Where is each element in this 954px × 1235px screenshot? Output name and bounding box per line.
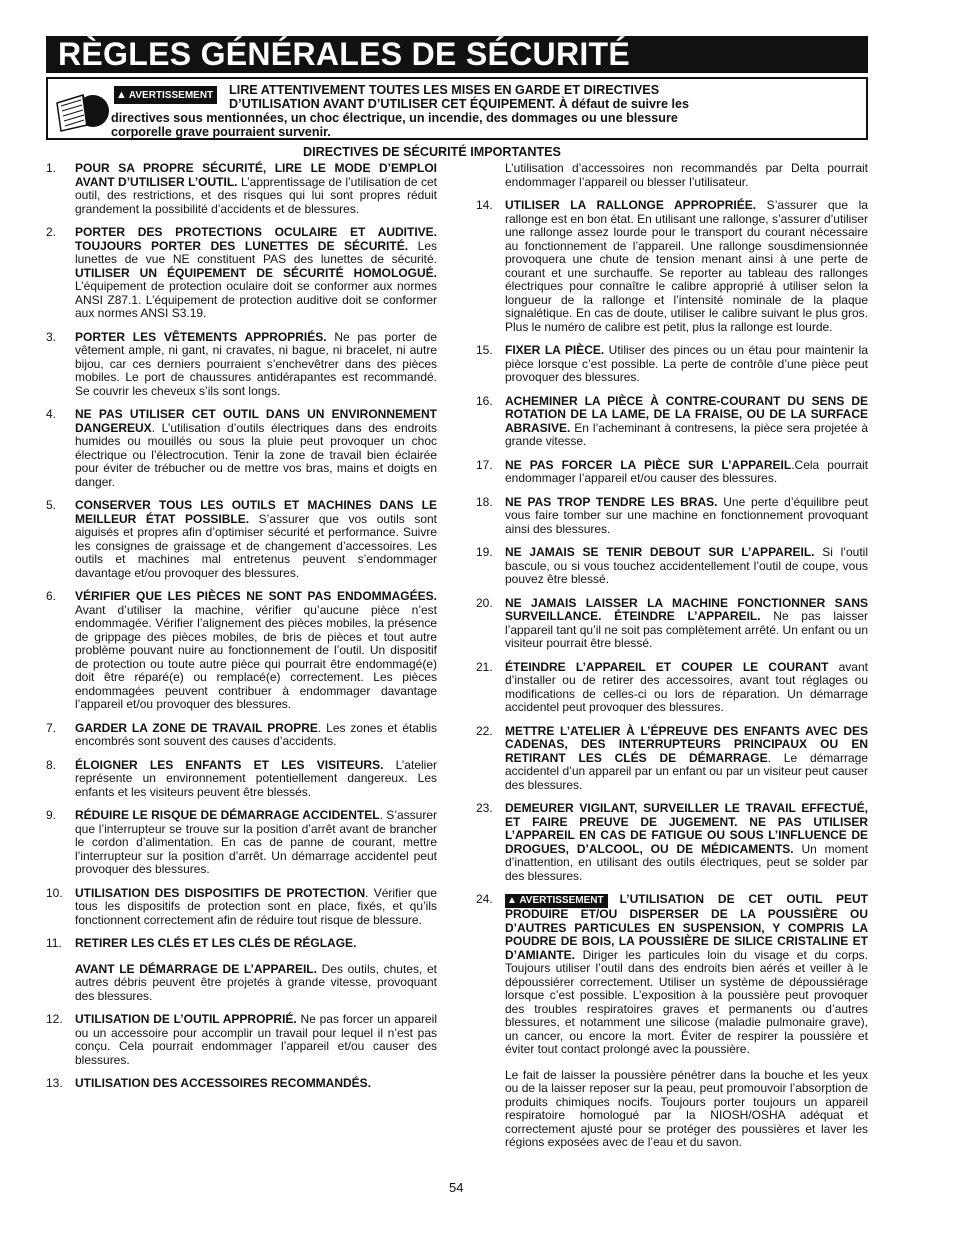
warning-badge-label: AVERTISSEMENT	[519, 895, 604, 906]
item-text	[505, 725, 868, 793]
item-number: 18.	[476, 494, 493, 509]
item-body: . Les zones et établis encombrés sont souvent des causes d’accidents.	[75, 720, 438, 748]
item-heading: CONSERVER TOUS LES OUTILS ET MACHINES DANS LE MEILLEUR ÉTAT POSSIBLE.	[75, 498, 437, 526]
item-body-2: Des outils, chutes, et autres débris peuvent être projetés à grande vitesse, provoquant des blessures.	[75, 961, 437, 1003]
warning-triangle-icon: ▲	[116, 89, 127, 101]
item-body: L’apprentissage de l’utilisation de cet outil, des restrictions, et des risques qui lui sont propres réduit grandement la possibilité d’accidents et de blessures.	[75, 174, 437, 216]
warning-badge: ▲ AVERTISSEMENT	[114, 86, 217, 104]
item-number: 13.	[46, 1076, 63, 1090]
list-item	[46, 226, 437, 321]
item-heading: NE JAMAIS LAISSER LA MACHINE FONCTIONNER SANS SURVEILLANCE. ÉTEINDRE L’APPAREIL.	[505, 595, 868, 623]
item-text	[75, 226, 437, 321]
item-body: Une perte d’équilibre peut vous faire tomber sur une machine en fonctionnement provoquant ainsi des blessures.	[505, 494, 868, 536]
list-item	[46, 499, 437, 580]
item-heading: L’UTILISATION DE CET OUTIL PEUT PRODUIRE ET/OU DISPERSER DE LA POUSSIÈRE OU D’AUTRES PARTICULES EN SUSPENSION, Y COMPRIS LA POUDRE DE BOIS, LA POUSSIÈRE DE SILICE CRISTALINE ET D’AMIANTE.	[505, 892, 868, 962]
item-body: S’assurer que la rallonge est en bon état. En utilisant une rallonge, s’assurer d’utiliser une rallonge assez lourde pour le transport du courant nécessaire au fonctionnement de l’appareil. Une rallonge sousdimensionnée provoquera une chute de tension menant ainsi à une perte de courant et une surchauffe. Se reporter au tableau des rallonges électriques pour connaître le calibre approprié à utiliser selon la longueur de la rallonge et l’intensité nominale de la plaque signalétique. En cas de doute, utiliser le calibre suivant le plus gros. Plus le numéro de calibre est petit, plus la rallonge est lourde.	[505, 198, 869, 334]
item-paragraph-2: Le fait de laisser la poussière pénétrer dans la bouche et les yeux ou de la laisser reposer sur la peau, peut promouvoir l’absorption de produits chimiques nocifs. Toujours porter toujours un appareil respiratoire homologué par la NIOSH/OSHA adéquat et correctement ajusté pour se protéger des poussières et laver les régions exposées avec de l’eau et du savon.	[505, 1067, 868, 1149]
item-heading: METTRE L’ATELIER À L’ÉPREUVE DES ENFANTS AVEC DES CADENAS, DES INTERRUPTEURS PRINCIPAUX OU EN RETIRANT LES CLÉS DE DÉMARRAGE	[505, 723, 868, 765]
item-text	[505, 496, 868, 537]
item-text	[505, 802, 868, 883]
item-heading-2: AVANT LE DÉMARRAGE DE L’APPAREIL.	[75, 961, 317, 976]
item-body: Utiliser des pinces ou un étau pour maintenir la pièce lorsque c’est possible. La perte de contrôle d’une pièce peut provoquer des blessures.	[505, 343, 868, 384]
item-text	[75, 759, 437, 800]
item-text	[505, 344, 868, 385]
item-number: 7.	[46, 720, 57, 735]
warning-box	[46, 77, 868, 140]
item-number: 5.	[46, 498, 57, 512]
list-item	[476, 459, 868, 486]
item-heading: UTILISATION DES ACCESSOIRES RECOMMANDÉS.	[75, 1076, 372, 1090]
item-text	[505, 893, 868, 1057]
item-heading: UTILISER LA RALLONGE APPROPRIÉE.	[505, 198, 757, 212]
item-heading: NE PAS FORCER LA PIÈCE SUR L’APPAREIL	[505, 457, 792, 472]
item-body: avant d’installer ou de retirer des accessoires, avant tout réglages ou modifications de celles-ci ou lors de réparation. Un démarrage accidentel peut provoquer des blessures.	[505, 659, 868, 714]
item-body: Les lunettes de vue NE constituent PAS des lunettes de sécurité.	[75, 238, 437, 266]
item-text	[505, 395, 868, 449]
item-text	[75, 162, 437, 216]
item-heading: POUR SA PROPRE SÉCURITÉ, LIRE LE MODE D’EMPLOI AVANT D’UTILISER L’OUTIL.	[75, 161, 437, 189]
list-item	[46, 1013, 437, 1067]
item-heading: VÉRIFIER QUE LES PIÈCES NE SONT PAS ENDOMMAGÉES.	[75, 589, 437, 603]
list-item	[46, 887, 437, 928]
item-number: 1.	[46, 161, 57, 175]
item-text	[75, 1077, 437, 1091]
section-heading: DIRECTIVES DE SÉCURITÉ IMPORTANTES	[303, 145, 561, 159]
item-heading: GARDER LA ZONE DE TRAVAIL PROPRE	[75, 720, 318, 735]
list-item	[476, 725, 868, 793]
list-item	[46, 759, 437, 800]
item-text	[75, 809, 437, 877]
item-text	[505, 459, 868, 486]
item-text	[75, 590, 437, 712]
page-title: RÈGLES GÉNÉRALES DE SÉCURITÉ	[46, 36, 868, 73]
item-body: . Le démarrage accidentel d’un appareil par un enfant ou par un visiteur peut causer des blessures.	[505, 750, 868, 792]
item-number: 14.	[476, 198, 493, 212]
item-heading: RÉDUIRE LE RISQUE DE DÉMARRAGE ACCIDENTEL	[75, 808, 380, 822]
item-body: Un moment d’inattention, en utilisant des outils électriques, peut se solder par des blessures.	[505, 841, 868, 883]
item-number: 22.	[476, 723, 493, 738]
page-number: 54	[449, 1180, 464, 1195]
list-item	[46, 1077, 437, 1091]
item-body: Ne pas laisser l’appareil tant qu’il ne soit pas complètement arrêté. Un enfant ou un visiteur pourrait être blessé.	[505, 609, 868, 650]
list-item	[476, 597, 868, 651]
item-body: Ne pas forcer un appareil ou un accessoire pour accomplir un travail pour lequel il n’est pas conçu. Cela pourrait endommager l’appareil et/ou causer des blessures.	[75, 1012, 437, 1067]
item-body: En l’acheminant à contresens, la pièce sera projetée à grande vitesse.	[505, 420, 868, 448]
item-text	[75, 887, 437, 928]
item-text	[75, 1013, 437, 1067]
item-text	[505, 597, 868, 651]
item-text	[75, 408, 437, 489]
item-heading: RETIRER LES CLÉS ET LES CLÉS DE RÉGLAGE.	[75, 936, 357, 950]
item-number: 21.	[476, 659, 493, 674]
list-item	[476, 395, 868, 449]
list-item	[476, 893, 868, 1150]
item-body: . S’assurer que l’interrupteur se trouve sur la position d’arrêt avant de brancher le cordon d’alimentation. En cas de panne de courant, mettre l’interrupteur sur la position d’arrêt. Un démarrage accidentel peut provoquer des blessures.	[75, 808, 437, 876]
list-item	[46, 809, 437, 877]
list-item	[476, 344, 868, 385]
item-heading: UTILISATION DES DISPOSITIFS DE PROTECTION	[75, 885, 366, 900]
item-heading: NE PAS UTILISER CET OUTIL DANS UN ENVIRONNEMENT DANGEREUX	[75, 407, 437, 435]
item-number: 19.	[476, 545, 493, 559]
item-text	[505, 546, 868, 587]
list-item	[476, 496, 868, 537]
item-number: 10.	[46, 885, 63, 900]
item-body: . Vérifier que tous les dispositifs de protection sont en place, fixés, et qu’ils fonctionnent correctement afin de réduire tout risque de blessure.	[75, 885, 437, 927]
list-item	[46, 331, 437, 399]
item-body: Diriger les particules loin du visage et du corps. Toujours utiliser l’outil dans des endroits bien aérés et veiller à le dépoussiérer correctement. Utiliser un système de dépoussiérage lorsque c’est possible. L’exposition à la poussière peut provoquer des troubles respiratoires graves et permanents ou d’autres blessures, et notamment une silicose (maladie pulmonaire grave), un cancer, ou encore la mort. Éviter de respirer la poussière et éviter tout contact prolongé avec la poussière.	[505, 947, 868, 1056]
read-manual-icon	[53, 85, 109, 135]
item-text	[75, 722, 437, 749]
item-text	[75, 331, 437, 399]
item-body-2: L’équipement de protection oculaire doit se conformer aux normes ANSI Z87.1. L’équipement de protection auditive doit se conformer aux normes ANSI S3.19.	[75, 279, 437, 320]
list-item	[46, 937, 437, 1003]
item-number: 6.	[46, 589, 57, 603]
item-text	[505, 199, 868, 334]
item-text	[505, 661, 868, 715]
item-number: 3.	[46, 329, 57, 344]
item-number: 16.	[476, 393, 493, 408]
item-text	[75, 937, 437, 951]
item-heading: NE JAMAIS SE TENIR DEBOUT SUR L’APPAREIL.	[505, 545, 815, 559]
item-number: 11.	[46, 936, 62, 950]
item-number: 24.	[476, 892, 493, 906]
left-column	[46, 162, 437, 1101]
item-body: Avant d’utiliser la machine, vérifier qu’aucune pièce n’est endommagée. Vérifier l’alignement des pièces mobiles, la présence de grippage des pièces mobiles, de bris de pièces et tout autre problème pouvant nuire au fonctionnement de l’outil. Un dispositif de protection ou toute autre pièce qui pourrait être endommagé(e) doit être réparé(e) ou remplacé(e) correctement. Les pièces endommagées peuvent contribuer à endommager davantage l’appareil et/ou provoquer des blessures.	[75, 602, 437, 711]
item-body: .Cela pourrait endommager l’appareil et/ou causer des blessures.	[505, 457, 868, 485]
list-item	[46, 408, 437, 489]
warning-badge	[505, 894, 608, 908]
item-heading-2: UTILISER UN ÉQUIPEMENT DE SÉCURITÉ HOMOLOGUÉ.	[75, 265, 437, 280]
list-item	[46, 162, 437, 216]
item-body: . L’utilisation d’outils électriques dans des endroits humides ou mouillés ou sous la pluie peut provoquer un choc électrique ou l’électrocution. Tenir la zone de travail bien éclairée pour éviter de trébucher ou de mettre vos bras, mains et doigts en danger.	[75, 420, 437, 489]
item-number: 23.	[476, 801, 493, 815]
list-item	[46, 590, 437, 712]
list-item	[476, 199, 868, 334]
item-number: 4.	[46, 407, 57, 421]
list-item	[476, 802, 868, 883]
right-column	[476, 162, 868, 1160]
item-body: Si l’outil bascule, ou si vous touchez accidentellement l’outil de coupe, vous pouvez être blessé.	[505, 545, 868, 586]
item-heading: PORTER LES VÊTEMENTS APPROPRIÉS.	[75, 329, 327, 344]
item-text-2	[75, 963, 437, 1004]
item-heading: NE PAS TROP TENDRE LES BRAS.	[505, 494, 718, 509]
item-heading: ÉLOIGNER LES ENFANTS ET LES VISITEURS.	[75, 757, 384, 772]
list-item	[476, 546, 868, 587]
item-heading: DEMEURER VIGILANT, SURVEILLER LE TRAVAIL EFFECTUÉ, ET FAIRE PREUVE DE JUGEMENT. NE PAS UTILISER L’APPAREIL EN CAS DE FATIGUE OU SOUS L’INFLUENCE DE DROGUES, D’ALCOOL, OU DE MÉDICAMENTS.	[505, 801, 868, 856]
warning-text: LIRE ATTENTIVEMENT TOUTES LES MISES EN GARDE ET DIRECTIVES D’UTILISATION AVANT D’UTILISER CET ÉQUIPEMENT. À défaut de suivre les directives sous mentionnées, un choc électrique, un incendie, des dommages ou une blessure corporelle grave pourraient survenir.	[111, 83, 689, 139]
list-item	[46, 722, 437, 749]
item-heading: UTILISATION DE L’OUTIL APPROPRIÉ.	[75, 1012, 297, 1026]
item-body: S’assurer que vos outils sont aiguisés et propres afin d’optimiser sécurité et performance. Suivre les consignes de graissage et de changement d’accessoires. Les outils et machines mal entretenus peuvent s’endommager davantage et/ou provoquer des blessures.	[75, 511, 437, 580]
item-body: L’atelier représente un environnement potentiellement dangereux. Les enfants et les visiteurs peuvent être blessés.	[75, 757, 437, 799]
item-text	[75, 499, 437, 580]
item-number: 17.	[476, 457, 493, 472]
list-item	[476, 661, 868, 715]
item-number: 9.	[46, 808, 57, 822]
item-number: 2.	[46, 225, 57, 239]
item-heading: FIXER LA PIÈCE.	[505, 343, 605, 357]
item-heading: ÉTEINDRE L’APPAREIL ET COUPER LE COURANT	[505, 659, 829, 674]
warning-triangle-icon: ▲	[507, 895, 520, 906]
item-number: 8.	[46, 757, 57, 772]
item-continuation: L’utilisation d’accessoires non recommandés par Delta pourrait endommager l’appareil ou blesser l’utilisateur.	[505, 161, 868, 189]
item-heading: PORTER DES PROTECTIONS OCULAIRE ET AUDITIVE. TOUJOURS PORTER DES LUNETTES DE SÉCURITÉ.	[75, 225, 437, 253]
item-number: 15.	[476, 343, 493, 357]
item-heading: ACHEMINER LA PIÈCE À CONTRE-COURANT DU SENS DE ROTATION DE LA LAME, DE LA FRAISE, OU DE LA SURFACE ABRASIVE.	[505, 393, 868, 435]
item-number: 20.	[476, 595, 493, 610]
item-number: 12.	[46, 1012, 63, 1026]
item-body: Ne pas porter de vêtement ample, ni gant, ni cravates, ni bague, ni bracelet, ni autre bijou, car ces derniers pourraient s’enchevêtrer dans des pièces mobiles. Le port de chaussures antidérapantes est recommandé. Se couvrir les cheveux s’ils sont longs.	[75, 329, 438, 398]
